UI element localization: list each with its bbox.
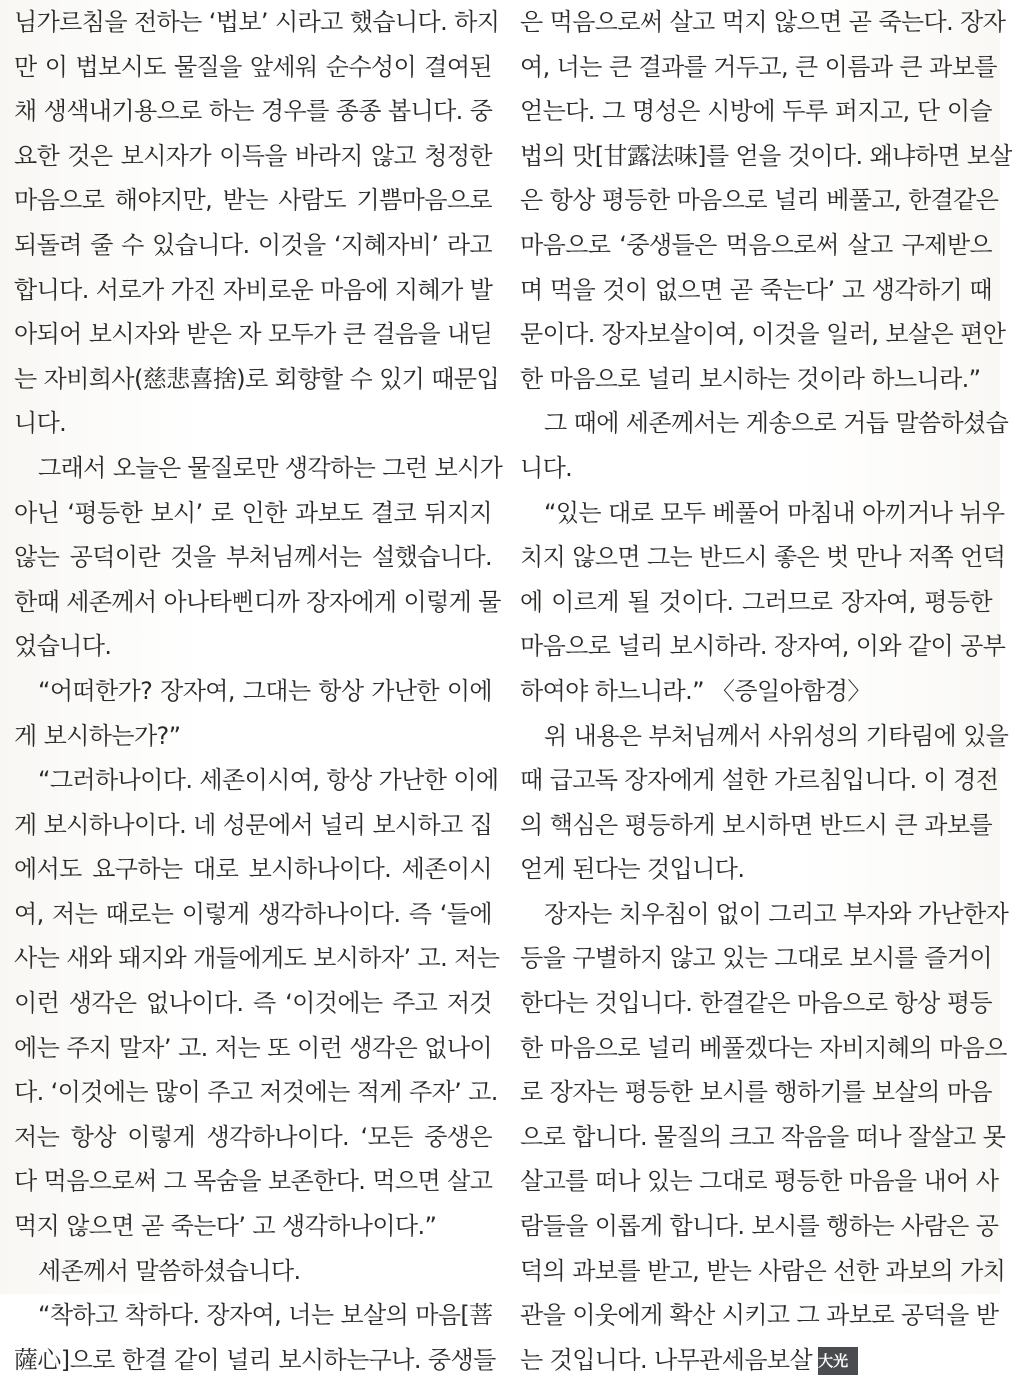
text-line: 얻게 된다는 것입니다. bbox=[520, 855, 745, 884]
text-line: 아되어 보시자와 받은 자 모두가 큰 걸음을 내딛 bbox=[14, 320, 493, 349]
text-line: 덕의 과보를 받고, 받는 사람은 선한 과보의 가치 bbox=[520, 1256, 1006, 1285]
text-line: 등을 구별하지 않고 있는 그대로 보시를 즐거이 bbox=[520, 944, 992, 973]
text-line: 살고를 떠나 있는 그대로 평등한 마음을 내어 사 bbox=[520, 1167, 999, 1196]
text-line: 한때 세존께서 아나타삔디까 장자에게 이렇게 물 bbox=[14, 587, 501, 616]
text-line: 다. ‘이것에는 많이 주고 저것에는 적게 주자’ 고. bbox=[14, 1078, 498, 1107]
text-line: 저는 항상 이렇게 생각하나이다. ‘모든 중생은 bbox=[14, 1122, 492, 1151]
text-line: 법의 맛[甘露法味]를 얻을 것이다. 왜냐하면 보살 bbox=[520, 141, 1012, 170]
text-line: 한 마음으로 널리 베풀겠다는 자비지혜의 마음으 bbox=[520, 1033, 1007, 1062]
text-line: 었습니다. bbox=[14, 632, 112, 661]
closing-line bbox=[520, 1338, 992, 1382]
left-column bbox=[14, 0, 503, 1374]
text-line: 마음으로 널리 보시하라. 장자여, 이와 같이 공부 bbox=[520, 632, 1006, 661]
text-line: 은 항상 평등한 마음으로 널리 베풀고, 한결같은 bbox=[520, 186, 999, 215]
text-line: 에서도 요구하는 대로 보시하나이다. 세존이시 bbox=[14, 855, 492, 884]
text-line: 세존께서 말씀하셨습니다. bbox=[38, 1256, 301, 1285]
text-line: 다 먹음으로써 그 목숨을 보존한다. 먹으면 살고 bbox=[14, 1167, 493, 1196]
text-line: 위 내용은 부처님께서 사위성의 기타림에 있을 bbox=[544, 721, 1009, 750]
text-line: 만 이 법보시도 물질을 앞세워 순수성이 결여된 bbox=[14, 52, 492, 81]
text-line: 로 장자는 평등한 보시를 행하기를 보살의 마음 bbox=[520, 1078, 992, 1107]
text-line: 게 보시하나이다. 네 성문에서 널리 보시하고 집 bbox=[14, 810, 493, 839]
text-line: “그러하나이다. 세존이시여, 항상 가난한 이에 bbox=[38, 766, 499, 795]
text-line: 람들을 이롭게 합니다. 보시를 행하는 사람은 공 bbox=[520, 1212, 999, 1241]
text-line: 에 이르게 될 것이다. 그러므로 장자여, 평등한 bbox=[520, 587, 992, 616]
text-line: 합니다. 서로가 가진 자비로운 마음에 지혜가 발 bbox=[14, 275, 493, 304]
text-line: 때 급고독 장자에게 설한 가르침입니다. 이 경전 bbox=[520, 766, 999, 795]
text-line: “있는 대로 모두 베풀어 마침내 아끼거나 뉘우 bbox=[544, 498, 1005, 527]
text-line: 그 때에 세존께서는 게송으로 거듭 말씀하셨습 bbox=[544, 409, 1009, 438]
text-line: 님가르침을 전하는 ‘법보’ 시라고 했습니다. 하지 bbox=[14, 8, 500, 36]
text-line: 되돌려 줄 수 있습니다. 이것을 ‘지혜자비’ 라고 bbox=[14, 230, 492, 259]
text-line: 아닌 ‘평등한 보시’ 로 인한 과보도 결코 뒤지지 bbox=[14, 498, 492, 527]
text-line: 치지 않으면 그는 반드시 좋은 벗 만나 저쪽 언덕 bbox=[520, 543, 1006, 572]
text-line: 니다. bbox=[520, 453, 573, 482]
text-line: 의 핵심은 평등하게 보시하면 반드시 큰 과보를 bbox=[520, 810, 992, 839]
text-line: 그래서 오늘은 물질로만 생각하는 그런 보시가 bbox=[38, 453, 503, 482]
text-line: 薩心]으로 한결 같이 널리 보시하는구나. 중생들 bbox=[14, 1345, 496, 1374]
text-line: 으로 합니다. 물질의 크고 작음을 떠나 잘살고 못 bbox=[520, 1122, 1006, 1151]
magazine-logo: 大光 bbox=[818, 1347, 858, 1375]
text-line: 마음으로 해야지만, 받는 사람도 기쁨마음으로 bbox=[14, 186, 492, 215]
text-line: 않는 공덕이란 것을 부처님께서는 설했습니다. bbox=[14, 543, 492, 572]
closing-text: 는 것입니다. 나무관세음보살 bbox=[520, 1345, 813, 1374]
text-line: 한다는 것입니다. 한결같은 마음으로 항상 평등 bbox=[520, 989, 992, 1018]
text-line: 는 자비희사(慈悲喜捨)로 회향할 수 있기 때문입 bbox=[14, 364, 500, 393]
text-line: 에는 주지 말자’ 고. 저는 또 이런 생각은 없나이 bbox=[14, 1033, 492, 1062]
text-line: 요한 것은 보시자가 이득을 바라지 않고 청정한 bbox=[14, 141, 492, 170]
text-line: 여, 너는 큰 결과를 거두고, 큰 이름과 큰 과보를 bbox=[520, 52, 997, 81]
text-line: “착하고 착하다. 장자여, 너는 보살의 마음[菩 bbox=[38, 1301, 493, 1330]
text-line: 여, 저는 때로는 이렇게 생각하나이다. 즉 ‘들에 bbox=[14, 899, 492, 928]
text-line: 은 먹음으로써 살고 먹지 않으면 곧 죽는다. 장자 bbox=[520, 8, 1006, 36]
text-line: 먹지 않으면 곧 죽는다’ 고 생각하나이다.” bbox=[14, 1212, 437, 1241]
text-line: 마음으로 ‘중생들은 먹음으로써 살고 구제받으 bbox=[520, 230, 992, 259]
text-line: 한 마음으로 널리 보시하는 것이라 하느니라.” bbox=[520, 364, 981, 393]
text-line: 채 생색내기용으로 하는 경우를 종종 봅니다. 중 bbox=[14, 97, 493, 126]
text-line: 니다. bbox=[14, 409, 67, 438]
text-line: 게 보시하는가?” bbox=[14, 721, 181, 750]
text-line: 얻는다. 그 명성은 시방에 두루 퍼지고, 단 이슬 bbox=[520, 97, 992, 126]
text-line: 며 먹을 것이 없으면 곧 죽는다’ 고 생각하기 때 bbox=[520, 275, 992, 304]
text-line: 장자는 치우침이 없이 그리고 부자와 가난한자 bbox=[544, 899, 1009, 928]
text-line: 문이다. 장자보살이여, 이것을 일러, 보살은 편안 bbox=[520, 320, 1006, 349]
text-line: 관을 이웃에게 확산 시키고 그 과보로 공덕을 받 bbox=[520, 1301, 999, 1330]
text-line: 이런 생각은 없나이다. 즉 ‘이것에는 주고 저것 bbox=[14, 989, 492, 1018]
right-column bbox=[520, 0, 1012, 1374]
text-line: 사는 새와 돼지와 개들에게도 보시하자’ 고. 저는 bbox=[14, 944, 500, 973]
text-line: 하여야 하느니라.” 〈증일아함경〉 bbox=[520, 676, 871, 705]
text-line: “어떠한가? 장자여, 그대는 항상 가난한 이에 bbox=[38, 676, 492, 705]
